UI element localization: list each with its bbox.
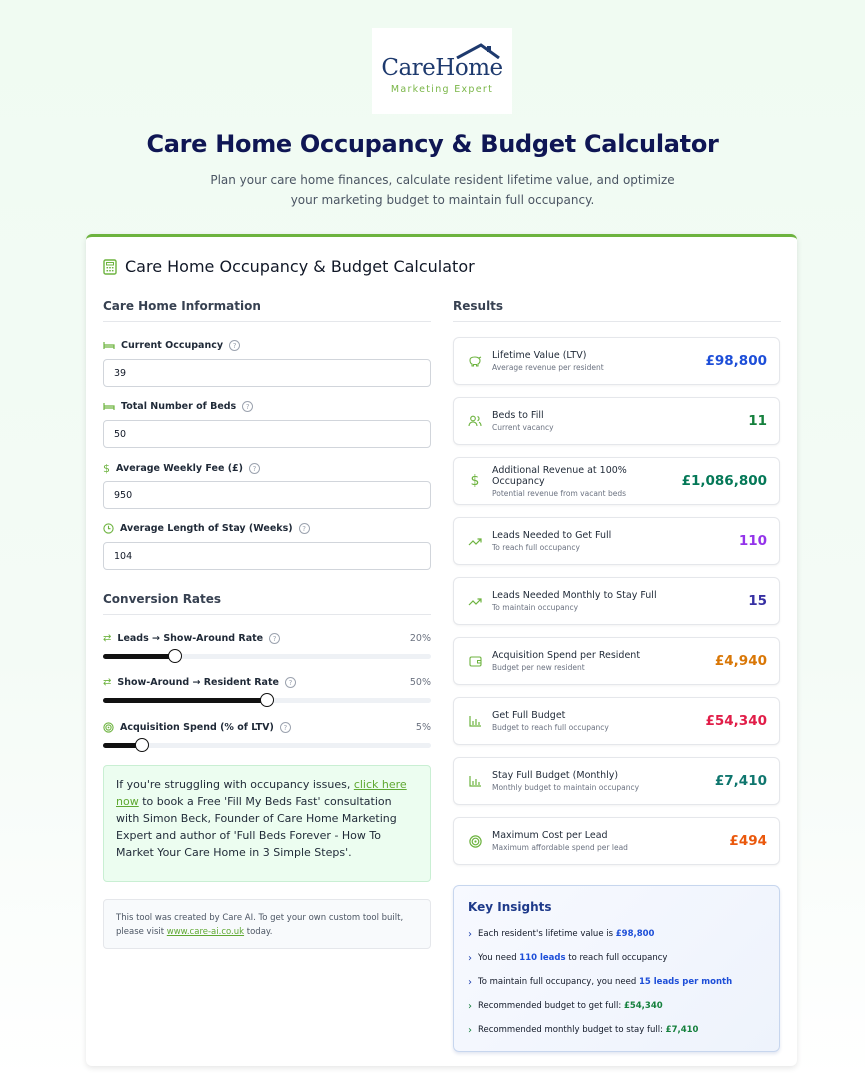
result-leads-monthly: Leads Needed Monthly to Stay Full To maintain occupancy 15 (453, 577, 780, 625)
label-weekly-fee: $ Average Weekly Fee (£) ? (103, 462, 260, 475)
key-insights-panel (453, 885, 780, 1052)
result-max-cost-per-lead: Maximum Cost per Lead Maximum affordable spend per lead £494 (453, 817, 780, 865)
calculator-card (86, 234, 797, 1066)
chevron-right-icon: › (468, 976, 472, 988)
slider-track[interactable] (103, 654, 431, 659)
result-lifetime-value: Lifetime Value (LTV) Average revenue per resident £98,800 (453, 337, 780, 385)
result-acquisition-spend: Acquisition Spend per Resident Budget per new resident £4,940 (453, 637, 780, 685)
slider-show-around-to-resident: ⇄ Show-Around → Resident Rate ? 50% (103, 677, 431, 703)
label-current-occupancy: Current Occupancy ? (103, 340, 240, 351)
logo-wordmark: CareHome (381, 57, 502, 80)
result-leads-to-get-full: Leads Needed to Get Full To reach full occupancy 110 (453, 517, 780, 565)
slider-leads-to-show-around: ⇄ Leads → Show-Around Rate ? 20% (103, 633, 431, 659)
logo-tagline: Marketing Expert (390, 84, 494, 95)
users-icon (468, 415, 482, 427)
consultation-link[interactable]: click here now (116, 778, 407, 808)
page-title: Care Home Occupancy & Budget Calculator (146, 130, 719, 158)
result-value: 110 (738, 533, 767, 549)
result-stay-full-budget: Stay Full Budget (Monthly) Monthly budget to maintain occupancy £7,410 (453, 757, 780, 805)
current-occupancy-input[interactable] (103, 359, 431, 387)
help-icon[interactable]: ? (280, 722, 291, 733)
insight-item: › To maintain full occupancy, you need 15 leads per month (468, 976, 733, 988)
insight-item: › You need 110 leads to reach full occupancy (468, 952, 668, 964)
chevron-right-icon: › (468, 1024, 472, 1036)
roof-icon (455, 43, 501, 59)
consultation-promo: If you're struggling with occupancy issues, click here now to book a Free 'Fill My Beds Fast' consultation with Simon Beck, Founder of Care Home Marketing Expert and author of 'Full Beds Forever - How To Market Your Care Home in 3 Simple Steps'. (103, 765, 431, 882)
dollar-icon: $ (470, 473, 480, 489)
chevron-right-icon: › (468, 952, 472, 964)
dollar-icon: $ (103, 462, 110, 475)
result-beds-to-fill: Beds to Fill Current vacancy 11 (453, 397, 780, 445)
result-get-full-budget: Get Full Budget Budget to reach full occupancy £54,340 (453, 697, 780, 745)
bed-icon (103, 341, 115, 350)
bar-chart-icon (469, 716, 481, 727)
help-icon[interactable]: ? (285, 677, 296, 688)
help-icon[interactable]: ? (229, 340, 240, 351)
result-value: 15 (748, 593, 767, 609)
slider-thumb[interactable] (260, 693, 274, 707)
result-value: £7,410 (714, 773, 767, 789)
care-ai-link[interactable]: www.care-ai.co.uk (166, 927, 245, 937)
help-icon[interactable]: ? (242, 401, 253, 412)
bar-chart-icon (469, 776, 481, 787)
result-additional-revenue: $ Additional Revenue at 100% Occupancy Potential revenue from vacant beds £1,086,800 (453, 457, 780, 505)
target-icon (103, 722, 114, 733)
section-conversion-rates: Conversion Rates (103, 592, 431, 615)
clock-icon (103, 523, 114, 534)
wallet-icon (469, 656, 482, 667)
help-icon[interactable]: ? (269, 633, 280, 644)
slider-value: 5% (415, 722, 431, 733)
result-value: £98,800 (705, 353, 767, 369)
card-title: Care Home Occupancy & Budget Calculator (103, 257, 475, 276)
result-value: £1,086,800 (681, 473, 767, 489)
slider-track[interactable] (103, 698, 431, 703)
section-results: Results (453, 299, 781, 322)
calculator-icon (103, 259, 117, 275)
slider-thumb[interactable] (168, 649, 182, 663)
length-of-stay-input[interactable] (103, 542, 431, 570)
page-subtitle: Plan your care home finances, calculate resident lifetime value, and optimize your marketing budget to maintain full occupancy. (210, 173, 675, 207)
key-insights-title: Key Insights (468, 900, 552, 914)
chevron-right-icon: › (468, 928, 472, 940)
logo (372, 28, 512, 114)
result-value: £494 (729, 833, 767, 849)
result-value: £54,340 (705, 713, 767, 729)
swap-icon: ⇄ (103, 633, 112, 644)
piggy-bank-icon (468, 355, 482, 367)
target-icon (469, 835, 482, 848)
slider-value: 50% (409, 677, 431, 688)
result-value: 11 (748, 413, 767, 429)
total-beds-input[interactable] (103, 420, 431, 448)
credit-note: This tool was created by Care AI. To get your own custom tool built, please visit www.care-ai.co.uk today. (103, 899, 431, 949)
chevron-right-icon: › (468, 1000, 472, 1012)
weekly-fee-input[interactable] (103, 481, 431, 509)
bed-icon (103, 402, 115, 411)
help-icon[interactable]: ? (249, 463, 260, 474)
result-value: £4,940 (714, 653, 767, 669)
insight-item: › Each resident's lifetime value is £98,800 (468, 928, 655, 940)
trending-up-icon (468, 597, 482, 606)
label-total-beds: Total Number of Beds ? (103, 401, 253, 412)
insight-item: › Recommended budget to get full: £54,340 (468, 1000, 663, 1012)
section-care-home-info: Care Home Information (103, 299, 431, 322)
swap-icon: ⇄ (103, 677, 112, 688)
insight-item: › Recommended monthly budget to stay full: £7,410 (468, 1024, 699, 1036)
slider-value: 20% (409, 633, 431, 644)
slider-track[interactable] (103, 743, 431, 748)
help-icon[interactable]: ? (299, 523, 310, 534)
label-length-of-stay: Average Length of Stay (Weeks) ? (103, 523, 310, 534)
slider-acquisition-spend: Acquisition Spend (% of LTV) ? 5% (103, 722, 431, 748)
slider-thumb[interactable] (135, 738, 149, 752)
trending-up-icon (468, 537, 482, 546)
